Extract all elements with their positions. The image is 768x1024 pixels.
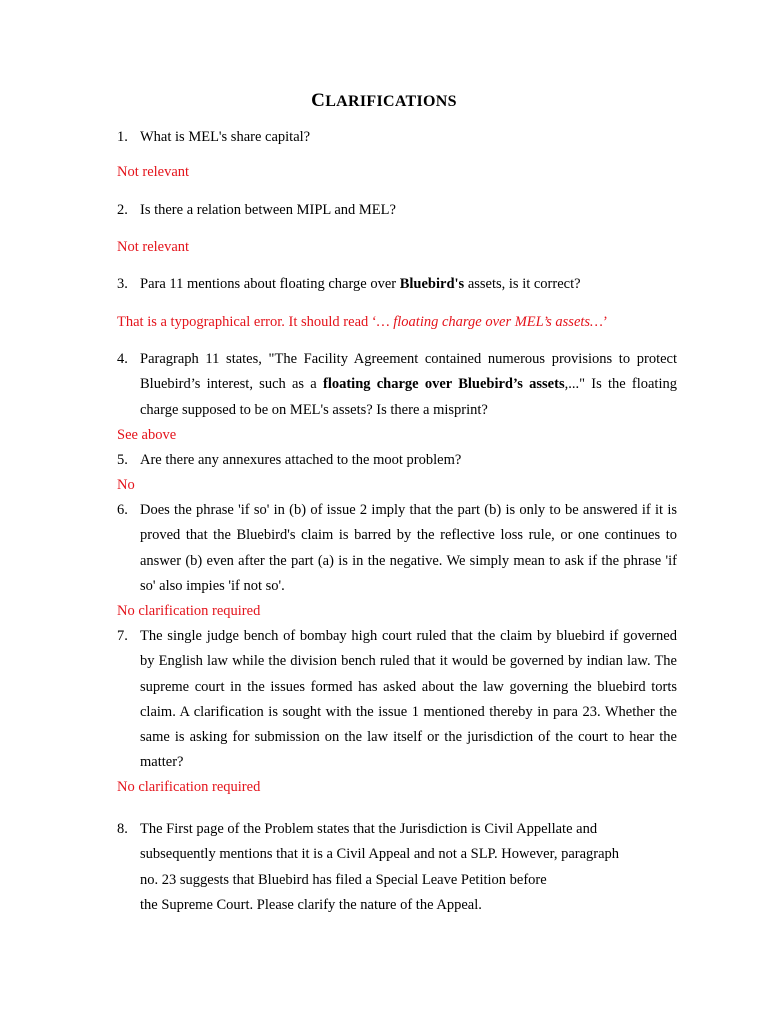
answer-6: No clarification required xyxy=(117,603,261,619)
question-text: Are there any annexures attached to the moot problem? xyxy=(140,452,462,468)
question-number: 6. xyxy=(117,502,128,518)
question-2 xyxy=(117,198,677,223)
question-5 xyxy=(117,448,677,473)
answer-1: Not relevant xyxy=(117,164,190,180)
answer-4: See above xyxy=(117,427,177,443)
question-text: Para 11 mentions about floating charge over Bluebird's assets, is it correct? xyxy=(140,276,581,292)
question-6 xyxy=(117,498,677,599)
question-number: 7. xyxy=(117,628,128,644)
question-8 xyxy=(117,817,677,918)
bold-term: floating charge over Bluebird’s assets xyxy=(322,376,565,393)
question-text: What is MEL's share capital? xyxy=(140,129,311,145)
question-number: 4. xyxy=(117,351,128,367)
answer-3: That is a typographical error. It should read ‘… floating charge over MEL’s assets…’ xyxy=(117,314,608,330)
question-1 xyxy=(117,125,677,150)
question-number: 5. xyxy=(117,452,128,468)
answer-2: Not relevant xyxy=(117,239,190,255)
answer-5: No xyxy=(117,477,135,493)
question-number: 8. xyxy=(117,821,128,837)
question-number: 1. xyxy=(117,129,128,145)
answer-7: No clarification required xyxy=(117,779,261,795)
bold-term: Bluebird's xyxy=(399,276,465,292)
question-text: Does the phrase 'if so' in (b) of issue 2 imply that the part (b) is only to be answered if it is proved that the Bluebird's claim is barred by the reflective loss rule, or one continues to answer (b) even after the part (a) is in the negative. We simply mean to ask if the phrase 'if so' also impies 'if not so'. xyxy=(140,502,677,594)
question-text: Paragraph 11 states, "The Facility Agreement contained numerous provisions to protect Bluebird’s interest, such as a floating charge over Bluebird’s assets,..." Is the floating charge supposed to be on MEL's assets? Is there a misprint? xyxy=(140,351,677,418)
question-3 xyxy=(117,272,677,297)
question-text: Is there a relation between MIPL and MEL? xyxy=(140,202,396,218)
question-text: The single judge bench of bombay high court ruled that the claim by bluebird if governed by English law while the division bench ruled that it would be governed by indian law. The supreme court in the issues formed has asked about the law governing the bluebird torts claim. A clarification is sought with the issue 1 mentioned thereby in para 23. Whether the same is asking for submission on the law itself or the jurisdiction of the court to hear the matter? xyxy=(140,628,677,771)
question-7 xyxy=(117,624,677,776)
question-text: The First page of the Problem states that the Jurisdiction is Civil Appellate and subsequently mentions that it is a Civil Appeal and not a SLP. However, paragraph no. 23 suggests that Bluebird has filed a Special Leave Petition before the Supreme Court. Please clarify the nature of the Appeal. xyxy=(140,821,620,913)
question-4 xyxy=(117,347,677,423)
question-number: 3. xyxy=(117,276,128,292)
page-title: CLARIFICATIONS xyxy=(311,90,457,111)
question-number: 2. xyxy=(117,202,128,218)
italic-quote: … floating charge over MEL’s assets… xyxy=(376,314,603,330)
